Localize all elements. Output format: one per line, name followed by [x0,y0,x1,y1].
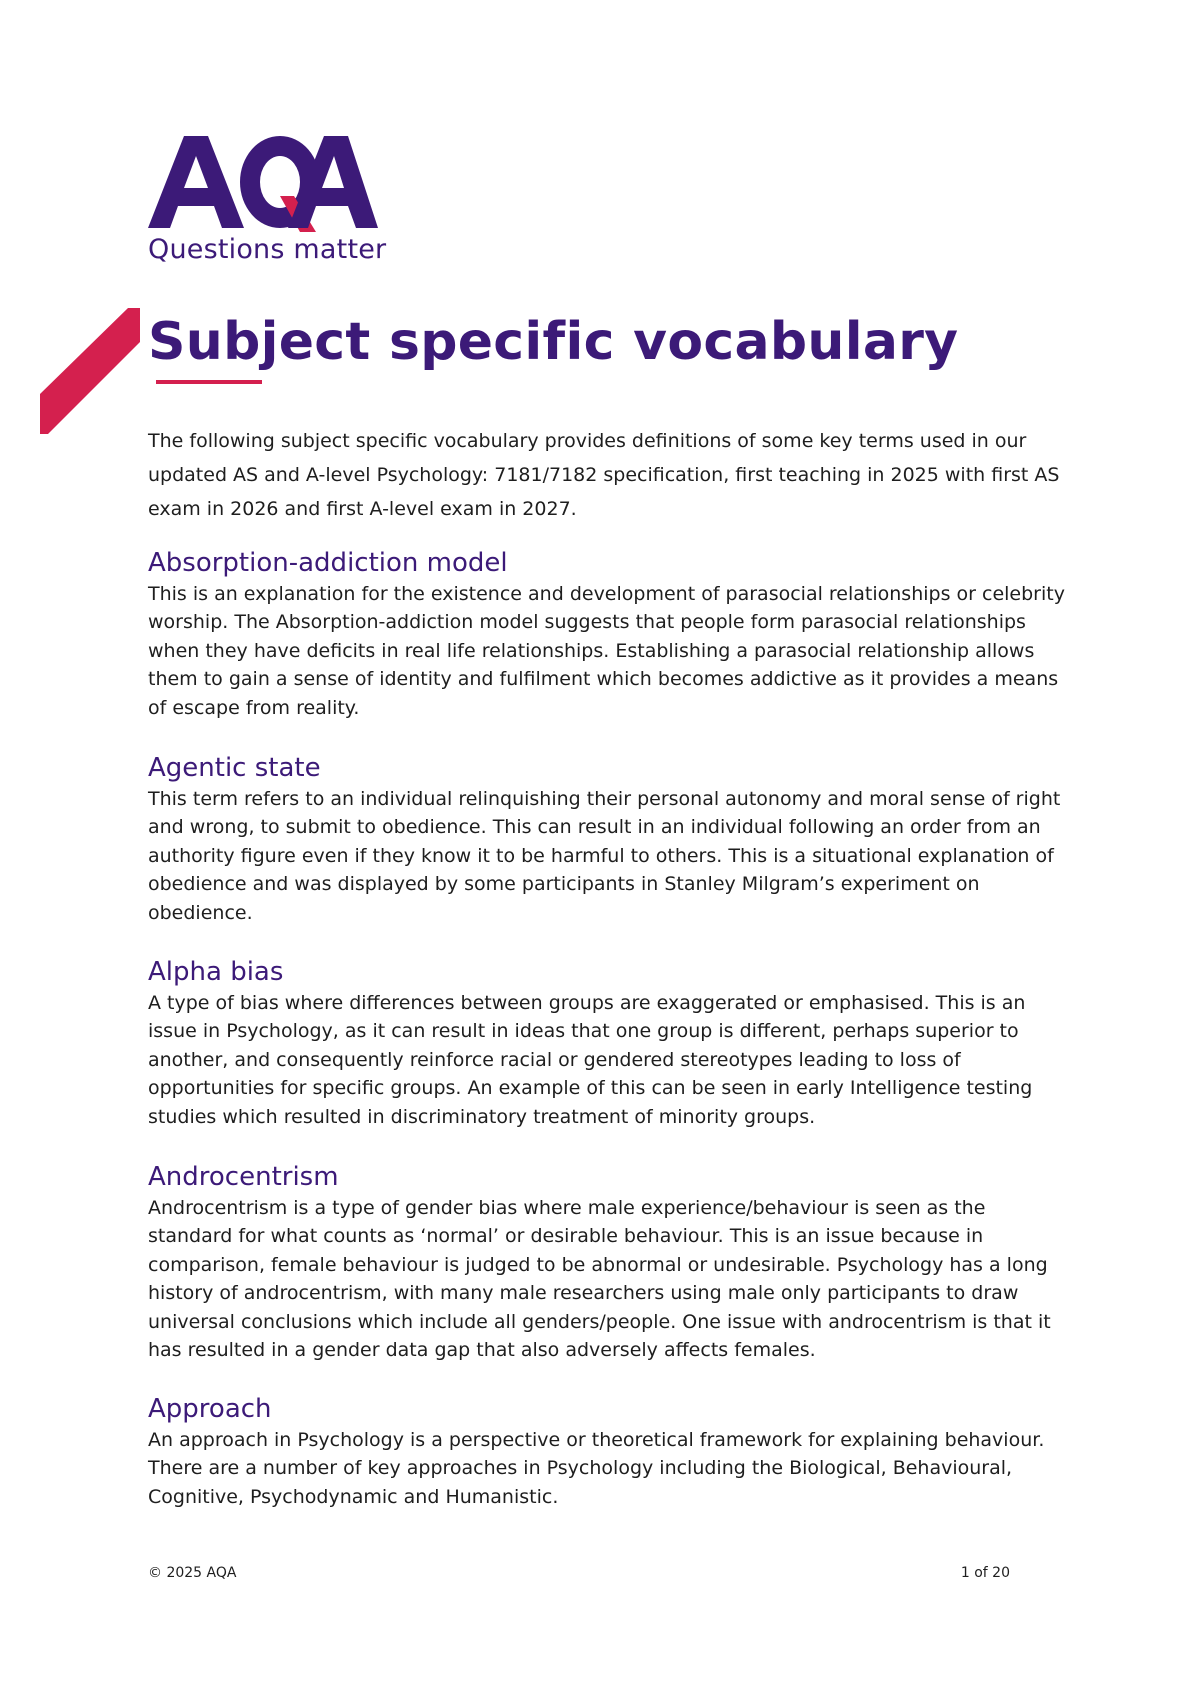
vocab-definition: This term refers to an individual relinquishing their personal autonomy and moral sense of right and wrong, to submit to obedience. This can result in an individual following an order from an authority figure even if they know it to be harmful to others. This is a situational explanation of obedience and was displayed by some participants in Stanley Milgram’s experiment on obedience. [148,788,1061,924]
aqa-logo-mark [148,136,378,236]
intro-paragraph: The following subject specific vocabulary provides definitions of some key terms used in our updated AS and A-level Psychology: 7181/7182 specification, first teaching in 2025 with first AS exam in 2026 and first A-level exam in 2027. [148,430,1060,520]
vocab-definition: A type of bias where differences between groups are exaggerated or emphasised. This is an issue in Psychology, as it can result in ideas that one group is different, perhaps superior to another, and consequently reinforce racial or gendered stereotypes leading to loss of opportunities for specific groups. An example of this can be seen in early Intelligence testing studies which resulted in discriminatory treatment of minority groups. [148,992,1033,1128]
tagline: Questions matter [148,234,387,265]
vocab-entry [148,1160,1068,1364]
vocab-term: Absorption-addiction model [148,548,508,578]
decorative-slash-icon [40,308,140,434]
vocab-term: Approach [148,1394,272,1424]
vocab-term: Alpha bias [148,957,284,987]
footer-page-number: 1 of 20 [960,1565,1010,1581]
vocab-definition: An approach in Psychology is a perspective or theoretical framework for explaining behaviour. There are a number of key approaches in Psychology including the Biological, Behavioural, Cognitive, Psychodynamic and Humanistic. [148,1429,1045,1508]
title-underline [156,380,262,384]
footer-copyright: © 2025 AQA [148,1565,237,1581]
page-title: Subject specific vocabulary [148,312,959,372]
vocab-entry [148,546,1068,722]
vocab-definition: Androcentrism is a type of gender bias where male experience/behaviour is seen as the standard for what counts as ‘normal’ or desirable behaviour. This is an issue because in comparison, female behaviour is judged to be abnormal or undesirable. Psychology has a long history of androcentrism, with many male researchers using male only participants to draw universal conclusions which include all genders/people. One issue with androcentrism is that it has resulted in a gender data gap that also adversely affects females. [148,1197,1051,1362]
vocab-term: Androcentrism [148,1162,339,1192]
vocab-entry [148,1392,1068,1511]
vocab-definition: This is an explanation for the existence and development of parasocial relationships or celebrity worship. The Absorption-addiction model suggests that people form parasocial relationships when they have deficits in real life relationships. Establishing a parasocial relationship allows them to gain a sense of identity and fulfilment which becomes addictive as it provides a means of escape from reality. [148,583,1065,719]
vocab-term: Agentic state [148,753,321,783]
vocab-entry [148,955,1068,1131]
vocab-entry [148,751,1068,927]
